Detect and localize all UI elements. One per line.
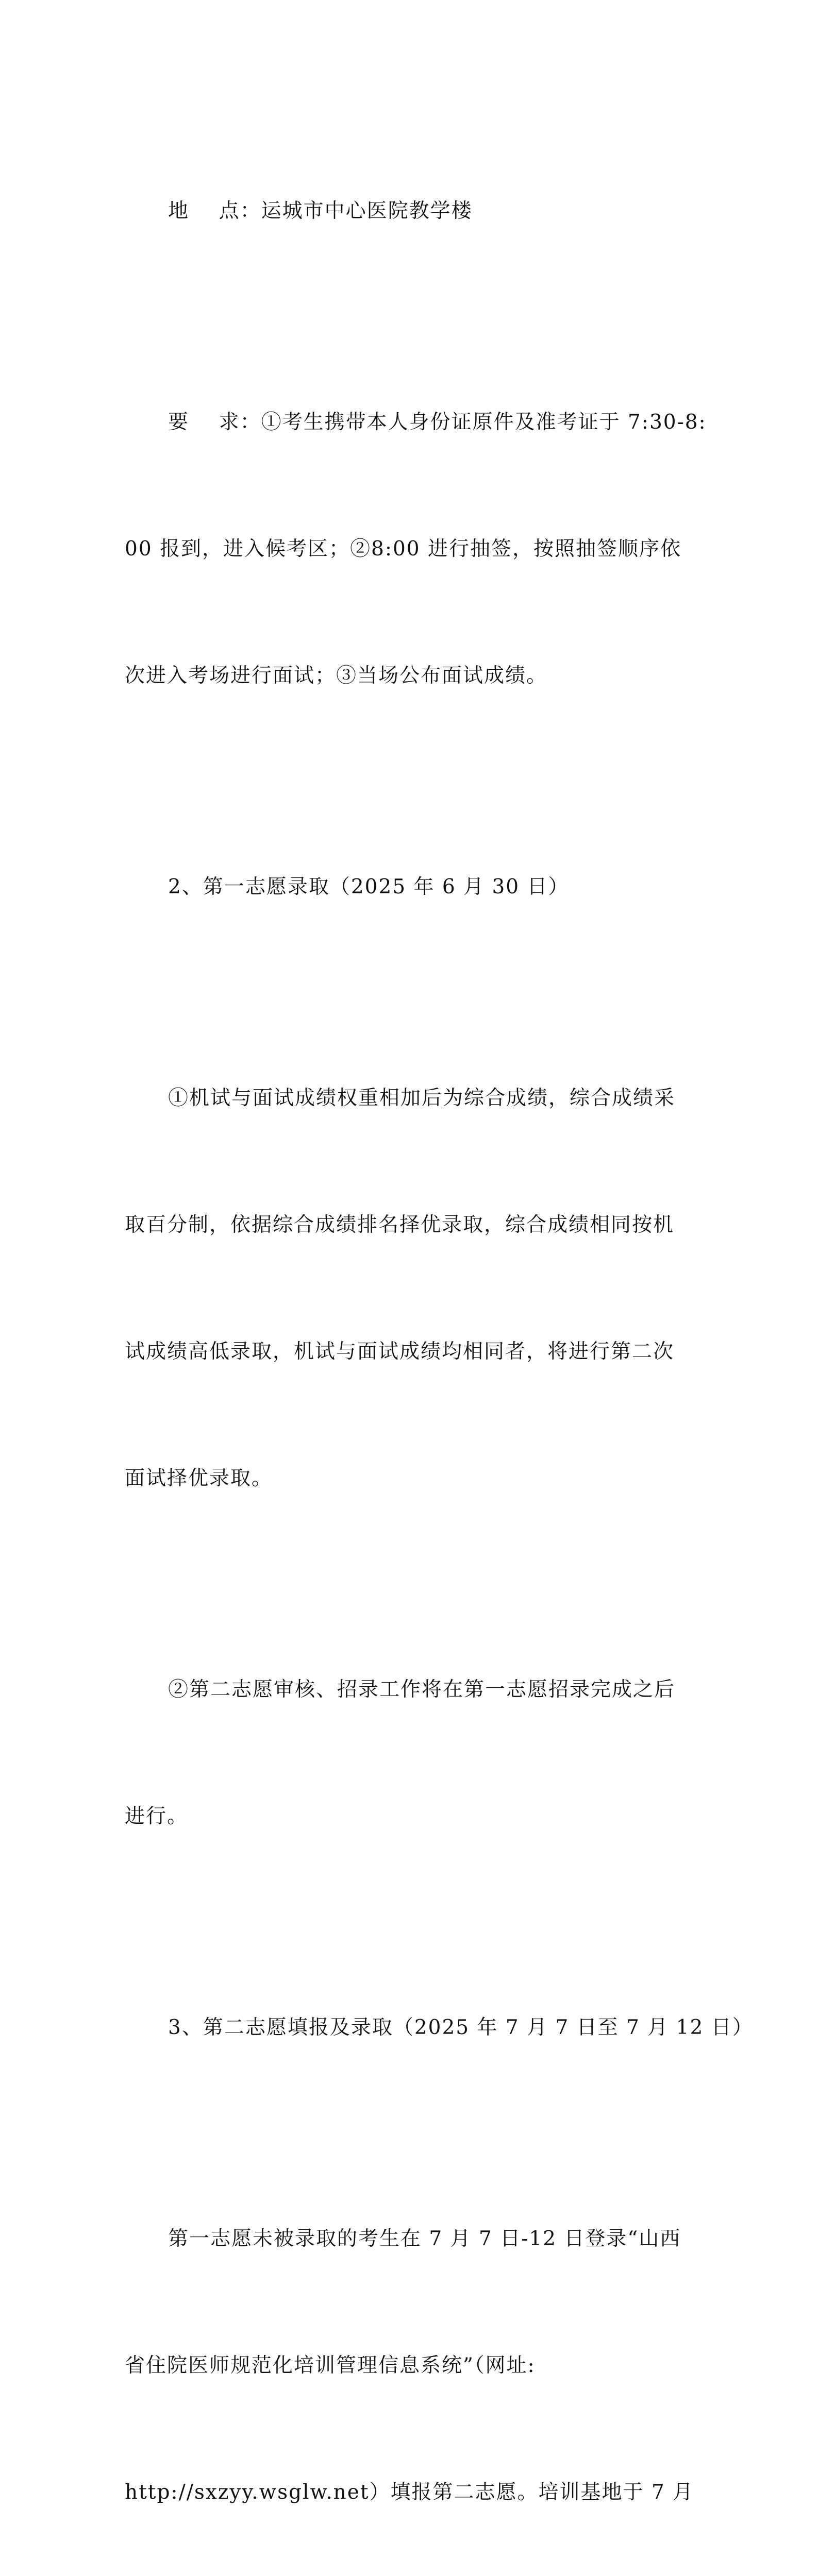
section-2-paragraph-1 — [125, 993, 697, 1584]
text-line: ①机试与面试成绩权重相加后为综合成绩，综合成绩采 — [168, 1087, 676, 1110]
section-2-paragraph-2 — [125, 1584, 697, 1922]
text-line: 地 点：运城市中心医院教学楼 — [168, 199, 473, 223]
text-line: 省住院医师规范化培训管理信息系统”（网址: — [125, 2354, 536, 2377]
text-line: 00 报到，进入候考区；②8:00 进行抽签，按照抽签顺序依 — [125, 537, 681, 561]
text-line: 面试择优录取。 — [125, 1467, 273, 1490]
location-paragraph — [125, 106, 697, 317]
section-3-heading — [125, 1922, 754, 2133]
section-2-heading — [125, 782, 697, 993]
text-line: http://sxzyy.wsglw.net）填报第二志愿。培训基地于 7 月 — [125, 2481, 694, 2504]
text-line: 进行。 — [125, 1805, 189, 1828]
document-body — [125, 106, 754, 2576]
text-line: ②第二志愿审核、招录工作将在第一志愿招录完成之后 — [168, 1678, 676, 1701]
requirements-paragraph — [125, 317, 707, 782]
text-line: 次进入考场进行面试；③当场公布面试成绩。 — [125, 664, 548, 687]
section-3-paragraph-1 — [125, 2133, 697, 2576]
text-line: 要 求：①考生携带本人身份证原件及准考证于 7:30-8: — [168, 411, 707, 434]
text-line: 2、第一志愿录取（2025 年 6 月 30 日） — [168, 875, 570, 899]
text-line: 取百分制，依据综合成绩排名择优录取，综合成绩相同按机 — [125, 1213, 675, 1236]
text-line: 3、第二志愿填报及录取（2025 年 7 月 7 日至 7 月 12 日） — [168, 2016, 754, 2039]
text-line: 第一志愿未被录取的考生在 7 月 7 日-12 日登录“山西 — [168, 2227, 681, 2250]
text-line: 试成绩高低录取，机试与面试成绩均相同者，将进行第二次 — [125, 1340, 675, 1363]
